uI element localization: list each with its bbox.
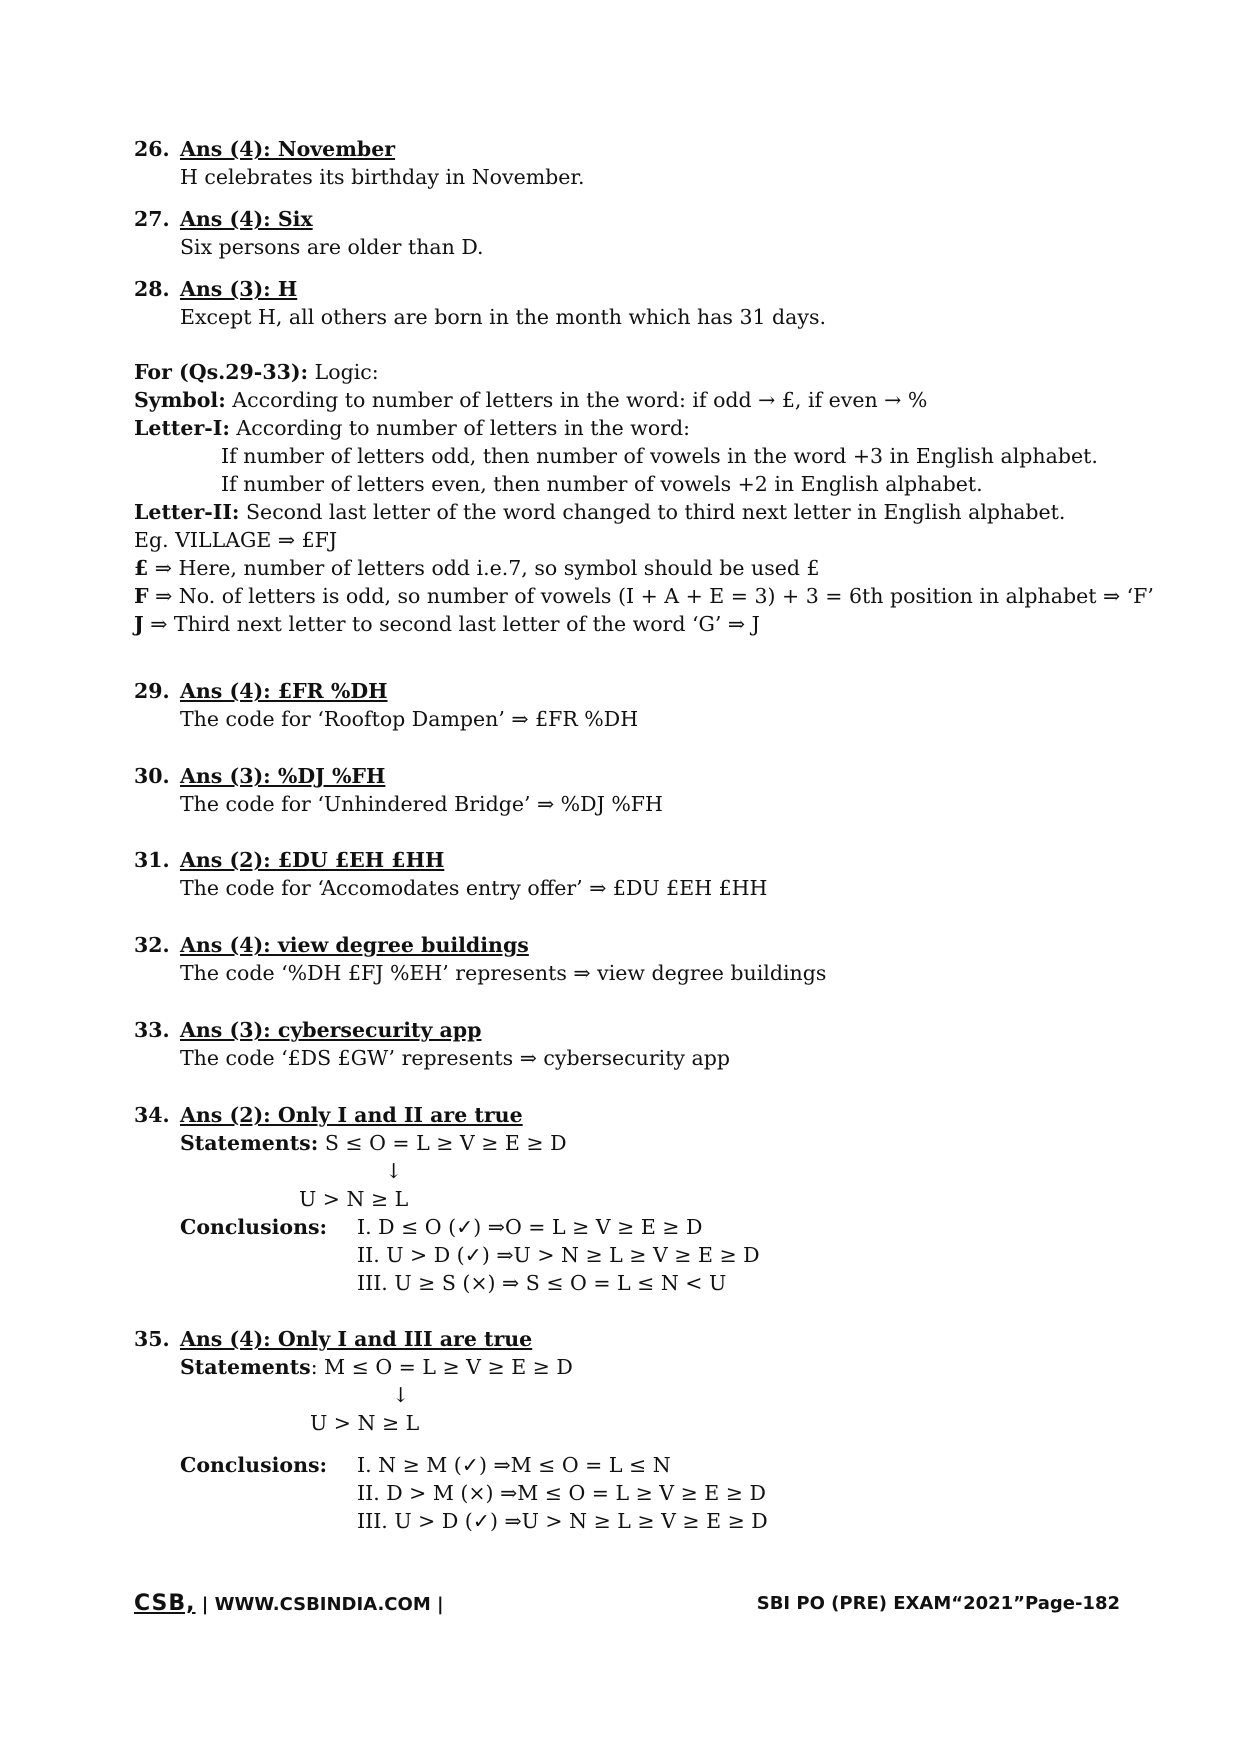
question-number: 34. <box>134 1103 170 1127</box>
question-number: 27. <box>134 207 170 231</box>
branch-relation: U > N ≥ L <box>310 1411 420 1435</box>
conclusion-3: III. U ≥ S (×) ⇒ S ≤ O = L ≤ N < U <box>357 1271 727 1295</box>
question-number: 32. <box>134 933 170 957</box>
explanation: The code for ‘Rooftop Dampen’ ⇒ £FR %DH <box>180 707 639 731</box>
letter1-rule: Letter-I: According to number of letters in the word: <box>134 416 691 440</box>
answer-heading: Ans (3): cybersecurity app <box>180 1018 482 1042</box>
answer-heading: Ans (3): H <box>180 277 298 301</box>
branch-relation: U > N ≥ L <box>299 1187 409 1211</box>
question-number: 30. <box>134 764 170 788</box>
question-number: 35. <box>134 1327 170 1351</box>
conclusions-label: Conclusions: <box>180 1453 328 1477</box>
explanation: The code ‘£DS £GW’ represents ⇒ cybersecurity app <box>180 1046 730 1070</box>
conclusion-2: II. D > M (×) ⇒M ≤ O = L ≥ V ≥ E ≥ D <box>357 1481 766 1505</box>
answer-heading: Ans (4): Only I and III are true <box>180 1327 533 1351</box>
answer-heading: Ans (4): November <box>180 137 396 161</box>
conclusion-1: I. N ≥ M (✓) ⇒M ≤ O = L ≤ N <box>357 1453 671 1477</box>
example: Eg. VILLAGE ⇒ £FJ <box>134 528 338 552</box>
logic-section <box>134 358 1154 638</box>
answer-heading: Ans (4): Six <box>180 207 313 231</box>
explanation: The code for ‘Accomodates entry offer’ ⇒ £DU £EH £HH <box>180 876 768 900</box>
statements: Statements: M ≤ O = L ≥ V ≥ E ≥ D <box>180 1355 573 1379</box>
example-pound: £ ⇒ Here, number of letters odd i.e.7, so symbol should be used £ <box>134 556 820 580</box>
answer-item-35 <box>134 1325 1134 1545</box>
logic-header: For (Qs.29-33): Logic: <box>134 360 379 384</box>
conclusion-2: II. U > D (✓) ⇒U > N ≥ L ≥ V ≥ E ≥ D <box>357 1243 760 1267</box>
question-number: 31. <box>134 848 170 872</box>
conclusions-label: Conclusions: <box>180 1215 328 1239</box>
question-number: 26. <box>134 137 170 161</box>
question-number: 29. <box>134 679 170 703</box>
explanation: Except H, all others are born in the month which has 31 days. <box>180 305 827 329</box>
explanation: Six persons are older than D. <box>180 235 484 259</box>
down-arrow-icon: ↓ <box>392 1383 410 1407</box>
answer-heading: Ans (3): %DJ %FH <box>180 764 386 788</box>
footer-website: | WWW.CSBINDIA.COM | <box>195 1594 444 1615</box>
answer-heading: Ans (2): Only I and II are true <box>180 1103 523 1127</box>
explanation: The code ‘%DH £FJ %EH’ represents ⇒ view degree buildings <box>180 961 827 985</box>
brand-logo: CSB, <box>134 1591 196 1616</box>
explanation: H celebrates its birthday in November. <box>180 165 585 189</box>
down-arrow-icon: ↓ <box>385 1159 403 1183</box>
symbol-rule: Symbol: According to number of letters in the word: if odd → £, if even → % <box>134 388 928 412</box>
letter2-rule: Letter-II: Second last letter of the word changed to third next letter in English alphabet. <box>134 500 1066 524</box>
example-f: F ⇒ No. of letters is odd, so number of vowels (I + A + E = 3) + 3 = 6th position in alphabet ⇒ ‘F’ <box>134 584 1154 608</box>
footer-page-info: SBI PO (PRE) EXAM“2021”Page-182 <box>756 1593 1120 1614</box>
answer-heading: Ans (2): £DU £EH £HH <box>180 848 445 872</box>
example-j: J ⇒ Third next letter to second last letter of the word ‘G’ ⇒ J <box>134 612 760 636</box>
answer-item-34 <box>134 1101 1134 1301</box>
answer-heading: Ans (4): £FR %DH <box>180 679 388 703</box>
answer-heading: Ans (4): view degree buildings <box>180 933 529 957</box>
letter1-odd-rule: If number of letters odd, then number of vowels in the word +3 in English alphabet. <box>221 444 1098 468</box>
conclusion-1: I. D ≤ O (✓) ⇒O = L ≥ V ≥ E ≥ D <box>357 1215 703 1239</box>
statements: Statements: S ≤ O = L ≥ V ≥ E ≥ D <box>180 1131 567 1155</box>
conclusion-3: III. U > D (✓) ⇒U > N ≥ L ≥ V ≥ E ≥ D <box>357 1509 768 1533</box>
question-number: 33. <box>134 1018 170 1042</box>
letter1-even-rule: If number of letters even, then number of vowels +2 in English alphabet. <box>221 472 983 496</box>
footer-left <box>134 1590 444 1619</box>
question-number: 28. <box>134 277 170 301</box>
explanation: The code for ‘Unhindered Bridge’ ⇒ %DJ %FH <box>180 792 663 816</box>
